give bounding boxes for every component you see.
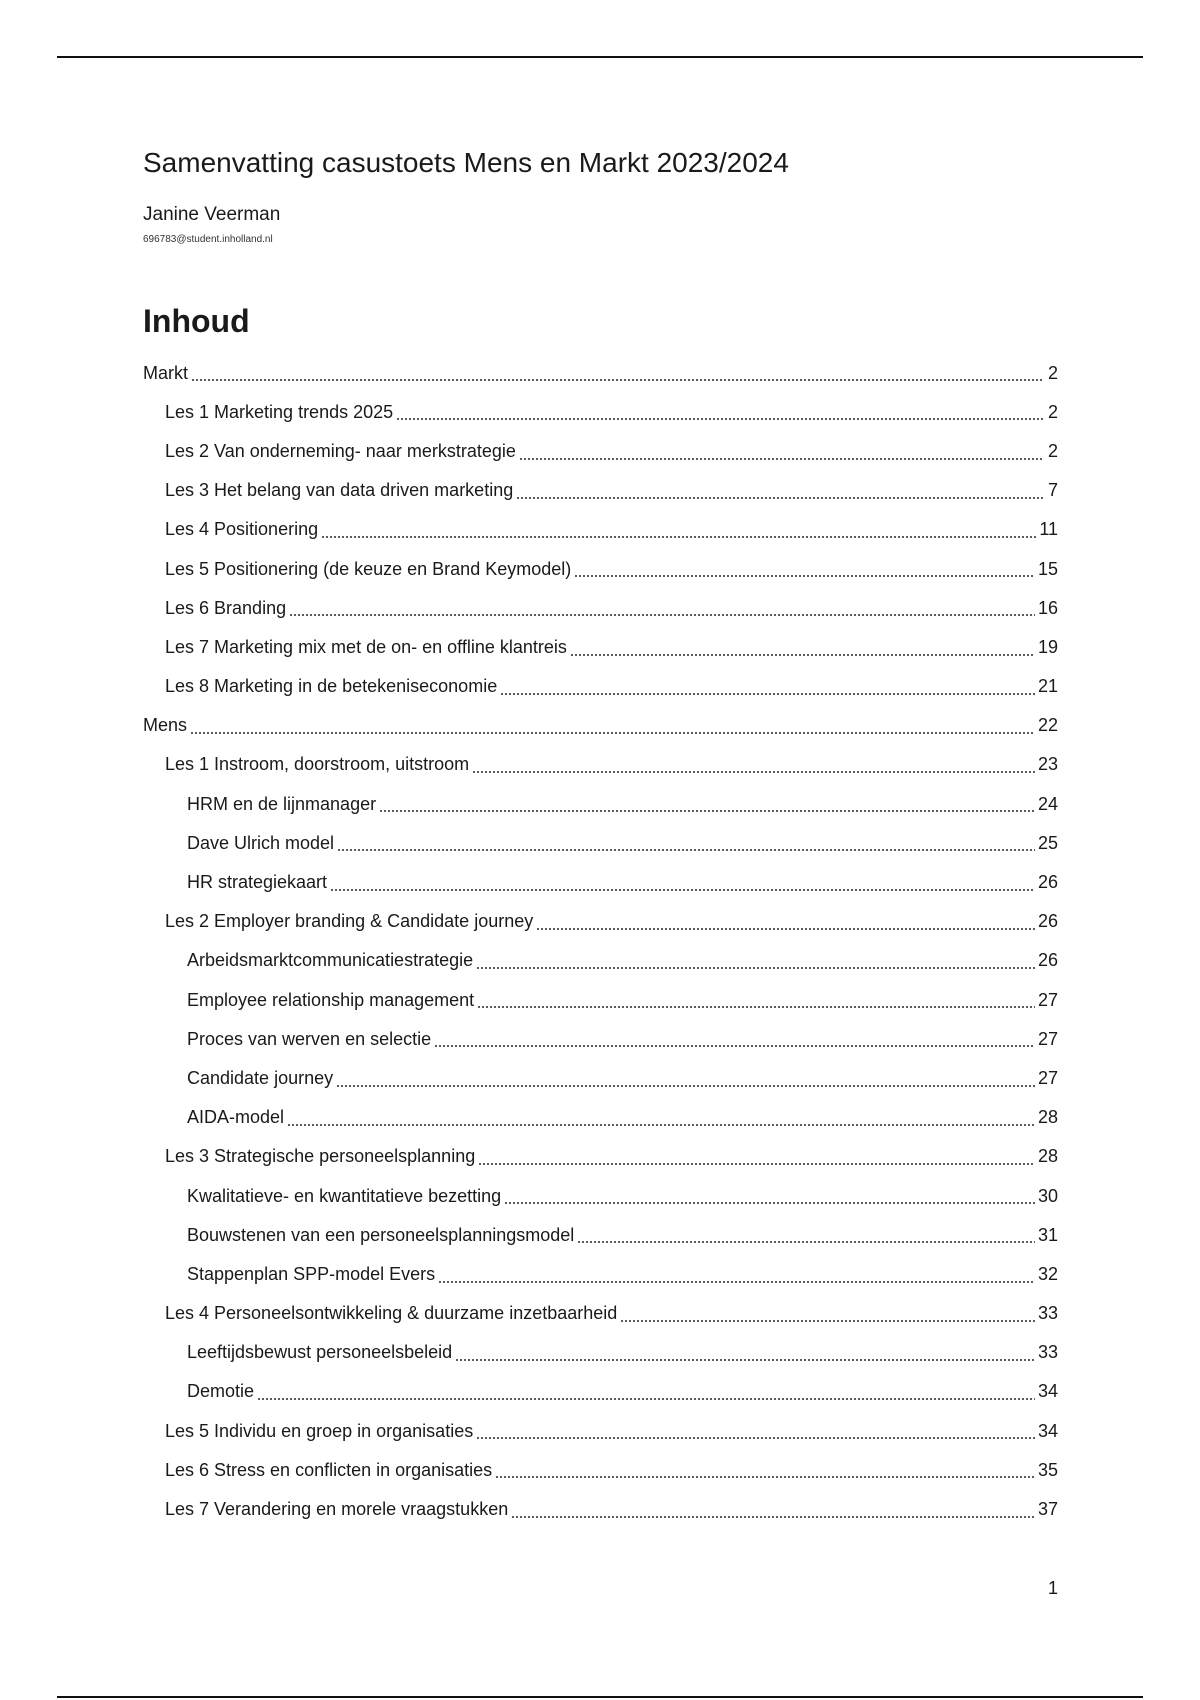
toc-dot-leader — [287, 1124, 1035, 1126]
toc-entry-page: 24 — [1037, 793, 1058, 814]
toc-entry-page: 2 — [1047, 440, 1058, 461]
toc-entry-title: Les 5 Positionering (de keuze en Brand Keymodel) — [165, 558, 572, 579]
toc-entry-title: Mens — [143, 715, 188, 736]
toc-entry[interactable] — [143, 1294, 1058, 1333]
author-name: Janine Veerman — [143, 204, 281, 225]
toc-entry[interactable] — [143, 353, 1058, 392]
toc-dot-leader — [476, 967, 1035, 969]
table-of-contents — [143, 353, 1058, 1529]
toc-entry-page: 30 — [1037, 1185, 1058, 1206]
toc-entry-title: Les 6 Branding — [165, 597, 287, 618]
toc-dot-leader — [495, 1476, 1035, 1478]
toc-dot-leader — [190, 732, 1035, 734]
toc-entry-title: Les 3 Het belang van data driven marketing — [165, 480, 514, 501]
toc-entry[interactable] — [143, 588, 1058, 627]
toc-entry-title: Les 2 Van onderneming- naar merkstrategie — [165, 440, 516, 461]
toc-entry-title: Candidate journey — [187, 1067, 334, 1088]
toc-dot-leader — [516, 497, 1043, 499]
toc-entry[interactable] — [143, 1215, 1058, 1254]
toc-entry-page: 27 — [1037, 1067, 1058, 1088]
toc-entry-page: 37 — [1037, 1499, 1058, 1520]
toc-entry-page: 27 — [1037, 989, 1058, 1010]
toc-dot-leader — [511, 1516, 1035, 1518]
toc-dot-leader — [434, 1045, 1035, 1047]
toc-entry-title: Les 1 Instroom, doorstroom, uitstroom — [165, 754, 470, 775]
toc-dot-leader — [504, 1202, 1035, 1204]
toc-entry-title: Les 3 Strategische personeelsplanning — [165, 1146, 476, 1167]
toc-dot-leader — [570, 654, 1035, 656]
toc-dot-leader — [257, 1398, 1035, 1400]
toc-entry-page: 33 — [1037, 1303, 1058, 1324]
toc-entry-title: AIDA-model — [187, 1107, 285, 1128]
toc-dot-leader — [536, 928, 1035, 930]
toc-entry-title: Markt — [143, 362, 188, 383]
toc-entry-page: 2 — [1047, 362, 1058, 383]
toc-entry[interactable] — [143, 1489, 1058, 1528]
toc-entry-page: 25 — [1037, 832, 1058, 853]
toc-entry-title: Les 7 Verandering en morele vraagstukken — [165, 1499, 509, 1520]
top-rule — [57, 56, 1143, 58]
toc-entry[interactable] — [143, 510, 1058, 549]
toc-dot-leader — [500, 693, 1035, 695]
toc-entry-page: 7 — [1047, 480, 1058, 501]
toc-entry-title: HR strategiekaart — [187, 872, 328, 893]
toc-entry-title: Les 7 Marketing mix met de on- en offline klantreis — [165, 636, 567, 657]
toc-entry[interactable] — [143, 549, 1058, 588]
author-email: 696783@student.inholland.nl — [143, 234, 273, 245]
toc-entry[interactable] — [143, 471, 1058, 510]
toc-entry-title: Les 5 Individu en groep in organisaties — [165, 1420, 474, 1441]
toc-entry-page: 11 — [1039, 519, 1058, 540]
toc-entry[interactable] — [143, 862, 1058, 901]
toc-dot-leader — [337, 849, 1035, 851]
toc-entry[interactable] — [143, 431, 1058, 470]
toc-dot-leader — [379, 810, 1035, 812]
toc-entry[interactable] — [143, 823, 1058, 862]
toc-entry-page: 35 — [1037, 1459, 1058, 1480]
toc-entry[interactable] — [143, 941, 1058, 980]
toc-entry-page: 26 — [1037, 950, 1058, 971]
toc-entry-title: Leeftijdsbewust personeelsbeleid — [187, 1342, 453, 1363]
toc-entry-title: Les 4 Positionering — [165, 519, 319, 540]
toc-entry[interactable] — [143, 784, 1058, 823]
toc-entry-title: Les 1 Marketing trends 2025 — [165, 401, 394, 422]
toc-entry-title: Les 8 Marketing in de betekeniseconomie — [165, 676, 498, 697]
toc-entry-title: Arbeidsmarktcommunicatiestrategie — [187, 950, 474, 971]
toc-entry-title: Proces van werven en selectie — [187, 1028, 432, 1049]
toc-entry-page: 33 — [1037, 1342, 1058, 1363]
toc-entry-page: 34 — [1037, 1420, 1058, 1441]
toc-entry-page: 19 — [1037, 636, 1058, 657]
toc-dot-leader — [620, 1320, 1035, 1322]
toc-entry-page: 22 — [1037, 715, 1058, 736]
toc-entry-page: 32 — [1037, 1263, 1058, 1284]
toc-dot-leader — [472, 771, 1035, 773]
toc-dot-leader — [519, 458, 1043, 460]
toc-entry-title: Les 6 Stress en conflicten in organisaties — [165, 1459, 493, 1480]
toc-entry-page: 27 — [1037, 1028, 1058, 1049]
toc-dot-leader — [191, 379, 1043, 381]
toc-entry[interactable] — [143, 392, 1058, 431]
toc-entry[interactable] — [143, 1333, 1058, 1372]
document-title: Samenvatting casustoets Mens en Markt 2023/2024 — [143, 147, 789, 178]
toc-entry[interactable] — [143, 1450, 1058, 1489]
toc-entry[interactable] — [143, 1098, 1058, 1137]
toc-entry-title: Kwalitatieve- en kwantitatieve bezetting — [187, 1185, 502, 1206]
bottom-rule — [57, 1696, 1143, 1698]
toc-entry-title: Stappenplan SPP-model Evers — [187, 1263, 436, 1284]
page-number: 1 — [1047, 1578, 1058, 1598]
toc-dot-leader — [438, 1281, 1035, 1283]
toc-dot-leader — [330, 889, 1035, 891]
toc-entry-title: Employee relationship management — [187, 989, 475, 1010]
toc-entry-page: 26 — [1037, 911, 1058, 932]
toc-entry[interactable] — [143, 706, 1058, 745]
toc-dot-leader — [476, 1437, 1035, 1439]
toc-dot-leader — [577, 1241, 1035, 1243]
toc-entry[interactable] — [143, 1254, 1058, 1293]
toc-entry-page: 16 — [1037, 597, 1058, 618]
toc-entry-page: 2 — [1047, 401, 1058, 422]
toc-dot-leader — [396, 418, 1043, 420]
toc-dot-leader — [477, 1006, 1035, 1008]
toc-entry[interactable] — [143, 745, 1058, 784]
toc-entry-page: 31 — [1037, 1224, 1058, 1245]
toc-entry-page: 28 — [1037, 1107, 1058, 1128]
toc-dot-leader — [336, 1085, 1035, 1087]
toc-entry-title: Demotie — [187, 1381, 255, 1402]
toc-entry-title: Bouwstenen van een personeelsplanningsmodel — [187, 1224, 575, 1245]
toc-entry-page: 28 — [1037, 1146, 1058, 1167]
toc-entry[interactable] — [143, 1411, 1058, 1450]
toc-dot-leader — [478, 1163, 1035, 1165]
toc-entry-title: HRM en de lijnmanager — [187, 793, 377, 814]
toc-entry[interactable] — [143, 667, 1058, 706]
toc-entry[interactable] — [143, 980, 1058, 1019]
toc-entry-page: 34 — [1037, 1381, 1058, 1402]
toc-entry[interactable] — [143, 1372, 1058, 1411]
toc-entry[interactable] — [143, 1058, 1058, 1097]
toc-entry-title: Dave Ulrich model — [187, 832, 335, 853]
toc-entry[interactable] — [143, 1176, 1058, 1215]
toc-dot-leader — [321, 536, 1036, 538]
toc-entry-title: Les 2 Employer branding & Candidate journey — [165, 911, 534, 932]
toc-dot-leader — [574, 575, 1035, 577]
toc-entry-page: 15 — [1037, 558, 1058, 579]
toc-entry-title: Les 4 Personeelsontwikkeling & duurzame inzetbaarheid — [165, 1303, 618, 1324]
toc-entry[interactable] — [143, 627, 1058, 666]
toc-entry-page: 23 — [1037, 754, 1058, 775]
toc-entry[interactable] — [143, 902, 1058, 941]
toc-entry[interactable] — [143, 1137, 1058, 1176]
toc-heading: Inhoud — [143, 303, 250, 339]
toc-entry-page: 26 — [1037, 872, 1058, 893]
toc-dot-leader — [289, 614, 1035, 616]
toc-dot-leader — [455, 1359, 1035, 1361]
toc-entry[interactable] — [143, 1019, 1058, 1058]
toc-entry-page: 21 — [1037, 676, 1058, 697]
